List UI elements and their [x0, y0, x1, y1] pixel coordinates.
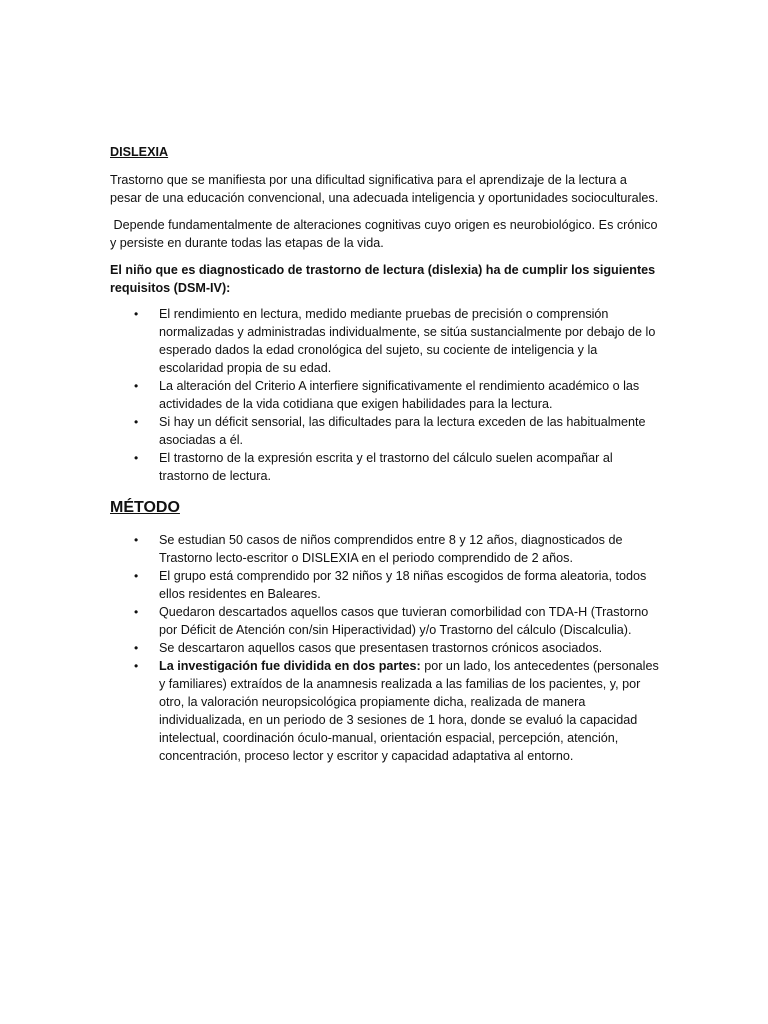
- bullet-icon: •: [134, 307, 139, 321]
- list-item-text: Quedaron descartados aquellos casos que tuvieran comorbilidad con TDA-H (Trastorno por Déficit de Atención con/sin Hiperactividad) y/o Trastorno del cálculo (Discalculia).: [159, 605, 649, 637]
- list-item: [110, 413, 660, 449]
- list-item: [110, 377, 660, 413]
- bullet-icon: •: [134, 569, 139, 583]
- list-item: [110, 449, 660, 485]
- paragraph-criteria-intro: El niño que es diagnosticado de trastorno de lectura (dislexia) ha de cumplir los siguientes requisitos (DSM-IV):: [110, 263, 656, 295]
- bullet-icon: •: [134, 641, 139, 655]
- list-item-text-rest: por un lado, los antecedentes (personales y familiares) extraídos de la anamnesis realizada a las familias de los pacientes, y, por otro, la valoración neuropsicológica propiamente dicha, realizada de manera individualizada, en un periodo de 3 sesiones de 1 hora, donde se evaluó la capacidad intelectual, coordinación óculo-manual, orientación espacial, percepción, atención, concentración, proceso lector y escritor y capacidad adaptativa al entorno.: [159, 659, 659, 763]
- list-item: [110, 639, 660, 657]
- list-item-bold-lead: La investigación fue dividida en dos partes:: [159, 659, 421, 673]
- list-item-text: El trastorno de la expresión escrita y el trastorno del cálculo suelen acompañar al trastorno de lectura.: [159, 451, 613, 483]
- list-item: [110, 657, 660, 765]
- list-item-text: Si hay un déficit sensorial, las dificultades para la lectura exceden de las habitualmente asociadas a él.: [159, 415, 646, 447]
- bullet-icon: •: [134, 605, 139, 619]
- bullet-icon: •: [134, 659, 139, 673]
- document-page: [110, 143, 660, 765]
- list-item: [110, 567, 660, 603]
- list-item: [110, 603, 660, 639]
- section-title-dislexia: DISLEXIA: [110, 145, 169, 159]
- list-item: [110, 531, 660, 567]
- paragraph-origin: Depende fundamentalmente de alteraciones cognitivas cuyo origen es neurobiológico. Es crónico y persiste en durante todas las etapas de la vida.: [110, 218, 661, 250]
- list-item-text: El grupo está comprendido por 32 niños y 18 niñas escogidos de forma aleatoria, todos ellos residentes en Baleares.: [159, 569, 647, 601]
- list-item-text: Se descartaron aquellos casos que presentasen trastornos crónicos asociados.: [159, 641, 603, 655]
- list-item-text: Se estudian 50 casos de niños comprendidos entre 8 y 12 años, diagnosticados de Trastorno lecto-escritor o DISLEXIA en el periodo comprendido de 2 años.: [159, 533, 623, 565]
- section-title-metodo: MÉTODO: [110, 499, 180, 516]
- bullet-icon: •: [134, 415, 139, 429]
- list-item-text: La alteración del Criterio A interfiere significativamente el rendimiento académico o las actividades de la vida cotidiana que exigen habilidades para la lectura.: [159, 379, 640, 411]
- bullet-icon: •: [134, 379, 139, 393]
- bullet-icon: •: [134, 533, 139, 547]
- list-item-text: [159, 659, 659, 763]
- paragraph-definition: Trastorno que se manifiesta por una dificultad significativa para el aprendizaje de la lectura a pesar de una educación convencional, una adecuada inteligencia y oportunidades socioculturales.: [110, 173, 659, 205]
- criteria-list: [110, 305, 660, 485]
- list-item: [110, 305, 660, 377]
- method-list: [110, 531, 660, 765]
- bullet-icon: •: [134, 451, 139, 465]
- list-item-text: El rendimiento en lectura, medido mediante pruebas de precisión o comprensión normalizadas y administradas individualmente, se sitúa sustancialmente por debajo de lo esperado dados la edad cronológica del sujeto, su cociente de inteligencia y la escolaridad propia de su edad.: [159, 307, 656, 375]
